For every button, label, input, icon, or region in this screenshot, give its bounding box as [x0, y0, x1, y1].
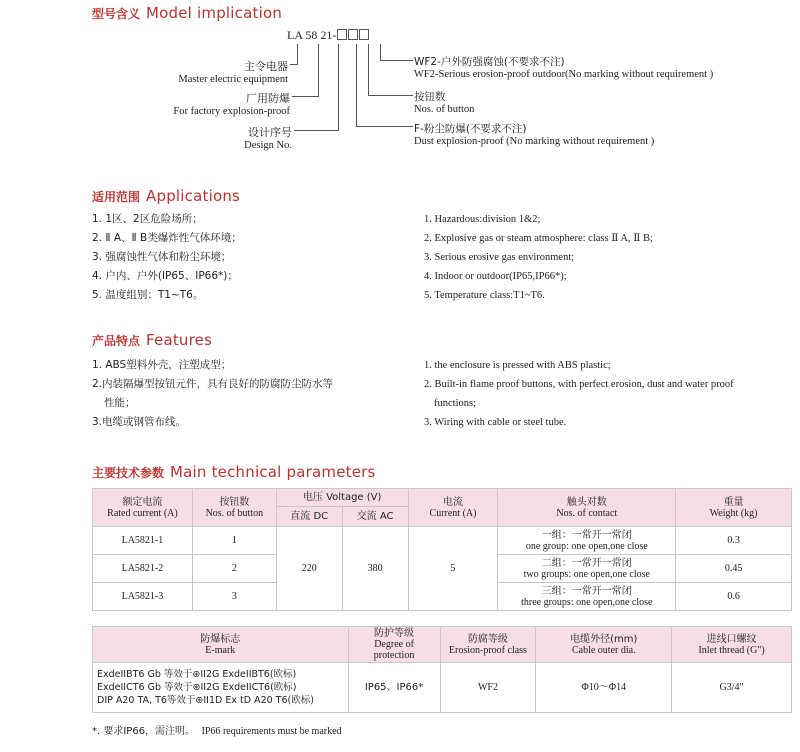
title-cn: 产品特点	[92, 334, 141, 348]
header-ip	[348, 627, 440, 663]
list-item: 4. 户内、户外(IP65、IP66*)；	[92, 270, 238, 282]
cell-dc: 220	[276, 527, 342, 611]
label-en: Nos. of button	[414, 104, 475, 115]
label-master	[140, 58, 288, 85]
header-en: Current (A)	[429, 507, 477, 519]
cell-model: LA5821-1	[93, 527, 193, 555]
title-cn: 型号含义	[92, 7, 141, 21]
title-en: Features	[146, 331, 213, 349]
list-item: 1. ABS塑料外壳，注塑成型；	[92, 359, 232, 371]
label-en: Dust explosion-proof (No marking without requirement )	[414, 136, 655, 147]
list-item: 1. Hazardous:division 1&2;	[424, 214, 541, 225]
cell-ip: IP65、IP66*	[348, 663, 440, 713]
label-cn: 按钮数	[414, 91, 446, 103]
list-item: 3.电缆或钢管布线。	[92, 416, 187, 428]
title-en: Model implication	[146, 4, 283, 22]
label-cn: F-粉尘防爆(不要求不注)	[414, 123, 527, 135]
list-item: 3. 强腐蚀性气体和粉尘环境；	[92, 251, 232, 263]
cell-contact	[498, 527, 676, 555]
cell-weight: 0.6	[676, 583, 792, 611]
connector-line	[297, 44, 298, 64]
list-item: 性能；	[104, 397, 136, 409]
contact-en: three groups: one open,one close	[521, 596, 653, 608]
list-item: 3. Wiring with cable or steel tube.	[424, 417, 567, 428]
list-item: functions;	[434, 398, 476, 409]
code-21: 21	[320, 28, 333, 42]
emark-line: ExdeIIBT6 Gb 等效于⊛II2G ExdeIIBT6(欧标)	[97, 669, 297, 680]
list-item: 2. Ⅱ A、Ⅱ B类爆炸性气体环境；	[92, 232, 242, 244]
model-section-title	[92, 3, 282, 22]
contact-en: one group: one open,one close	[525, 540, 648, 552]
header-cn: 电流	[443, 496, 463, 508]
list-item: 3. Serious erosive gas environment;	[424, 252, 575, 263]
connector-line	[338, 44, 339, 130]
list-item: 5. 温度组别：T1~T6。	[92, 289, 204, 301]
footnote-en: IP66 requirements must be marked	[201, 726, 342, 737]
header-dc: 直流 DC	[276, 507, 342, 527]
connector-line	[290, 64, 298, 65]
list-item: 2.内装隔爆型按钮元件，具有良好的防腐防尘防水等	[92, 378, 334, 390]
code-58: 58	[305, 28, 318, 42]
label-cn: WF2-户外防强腐蚀(不要求不注)	[414, 56, 565, 68]
header-cn: 额定电流	[122, 496, 163, 508]
list-item: 2. Built-in flame proof buttons, with perfect erosion, dust and water proof	[424, 379, 734, 390]
header-current	[408, 489, 498, 527]
contact-cn: 一组：一常开一常闭	[541, 529, 632, 541]
title-cn: 适用范围	[92, 190, 141, 204]
header-buttons	[192, 489, 276, 527]
cell-buttons: 2	[192, 555, 276, 583]
header-cn: 防护等级	[374, 628, 415, 639]
code-box-1	[337, 29, 347, 40]
header-contact	[498, 489, 676, 527]
list-item: 2. Explosive gas or steam atmosphere: class Ⅱ A, Ⅱ B;	[424, 233, 653, 244]
table-row	[93, 663, 792, 713]
list-item: 5. Temperature class:T1~T6.	[424, 290, 545, 301]
contact-en: two groups: one open,one close	[523, 568, 650, 580]
emark-table	[92, 626, 792, 713]
header-cn: 按钮数	[219, 496, 250, 508]
header-cn: 防腐等级	[467, 633, 508, 645]
connector-line	[356, 126, 413, 127]
features-list-cn	[92, 356, 333, 432]
connector-line	[380, 60, 413, 61]
list-item: 1. the enclosure is pressed with ABS plastic;	[424, 360, 611, 371]
cell-erosion: WF2	[440, 663, 536, 713]
cell-model: LA5821-3	[93, 583, 193, 611]
connector-line	[380, 44, 381, 60]
cell-emark-list	[93, 663, 349, 713]
cell-buttons: 1	[192, 527, 276, 555]
header-erosion	[440, 627, 536, 663]
header-cable	[536, 627, 672, 663]
label-wf2	[414, 54, 713, 80]
header-text: 电压 Voltage (V)	[302, 492, 382, 503]
label-dust	[414, 121, 654, 147]
applications-list-cn	[92, 210, 242, 305]
label-en: For factory explosion-proof	[173, 106, 290, 117]
params-section-title	[92, 462, 376, 481]
header-en: Nos. of button	[205, 507, 264, 519]
model-code	[287, 28, 369, 43]
emark-line: ExdeIICT6 Gb 等效于⊛II2G ExdeIICT6(欧标)	[97, 682, 297, 693]
list-item: 1. 1区、2区危险场所；	[92, 213, 203, 225]
header-en: Cable outer dia.	[571, 644, 636, 656]
header-en: Rated current (A)	[107, 507, 178, 519]
header-weight	[676, 489, 792, 527]
label-en: Design No.	[244, 140, 292, 151]
header-emark	[93, 627, 349, 663]
connector-line	[368, 95, 413, 96]
code-box-3	[359, 29, 369, 40]
code-dash: -	[332, 28, 337, 42]
header-cn: 进线口螺纹	[706, 633, 757, 645]
title-en: Main technical parameters	[170, 463, 376, 481]
cell-contact	[498, 555, 676, 583]
header-en: Weight (kg)	[709, 507, 758, 519]
header-cn: 重量	[723, 496, 744, 508]
title-en: Applications	[146, 187, 241, 205]
header-en: Degree of	[374, 639, 414, 650]
label-design	[180, 124, 292, 151]
contact-cn: 二组：一常开一常闭	[541, 557, 632, 569]
label-factory	[120, 90, 290, 117]
title-cn: 主要技术参数	[92, 466, 165, 480]
connector-line	[356, 44, 357, 126]
footnote	[92, 722, 342, 737]
label-cn: 设计序号	[248, 126, 292, 139]
label-cn: 厂用防爆	[246, 92, 290, 105]
label-en: WF2-Serious erosion-proof outdoor(No marking without requirement )	[414, 69, 714, 80]
params-table	[92, 488, 792, 611]
connector-line	[292, 96, 319, 97]
features-list-en	[424, 356, 734, 432]
cell-model: LA5821-2	[93, 555, 193, 583]
cell-ac: 380	[342, 527, 408, 611]
cell-weight: 0.45	[676, 555, 792, 583]
connector-line	[368, 44, 369, 95]
connector-line	[294, 130, 339, 131]
applications-section-title	[92, 186, 240, 205]
list-item: 4. Indoor or outdoor(IP65,IP66*);	[424, 271, 567, 282]
applications-list-en	[424, 210, 653, 305]
label-cn: 主令电器	[244, 60, 288, 73]
features-section-title	[92, 330, 212, 349]
header-en: Erosion-proof class	[448, 644, 527, 656]
footnote-cn: *. 要求IP66，需注明。	[92, 726, 196, 737]
header-voltage	[276, 489, 408, 507]
code-la: LA	[287, 28, 303, 42]
label-en: Master electric equipment	[178, 74, 288, 85]
header-en: protection	[373, 650, 415, 661]
cell-buttons: 3	[192, 583, 276, 611]
connector-line	[318, 44, 319, 96]
cell-weight: 0.3	[676, 527, 792, 555]
header-thread	[672, 627, 792, 663]
header-cn: 防爆标志	[200, 633, 241, 645]
code-box-2	[348, 29, 358, 40]
emark-line: DIP A20 TA, T6等效于⊛II1D Ex tD A20 T6(欧标)	[97, 695, 314, 706]
header-en: Inlet thread (G")	[698, 644, 765, 656]
table-row	[93, 527, 792, 555]
cell-cable: Φ10～Φ14	[536, 663, 672, 713]
header-rated	[93, 489, 193, 527]
cell-contact	[498, 583, 676, 611]
label-buttons	[414, 89, 474, 115]
header-en: Nos. of contact	[556, 507, 618, 519]
cell-current: 5	[408, 527, 498, 611]
cell-thread: G3/4"	[672, 663, 792, 713]
header-cn: 触头对数	[566, 496, 607, 508]
header-ac: 交流 AC	[342, 507, 408, 527]
header-cn: 电缆外径(mm)	[570, 633, 638, 645]
header-en: E-mark	[205, 644, 236, 656]
contact-cn: 三组：一常开一常闭	[541, 585, 632, 597]
